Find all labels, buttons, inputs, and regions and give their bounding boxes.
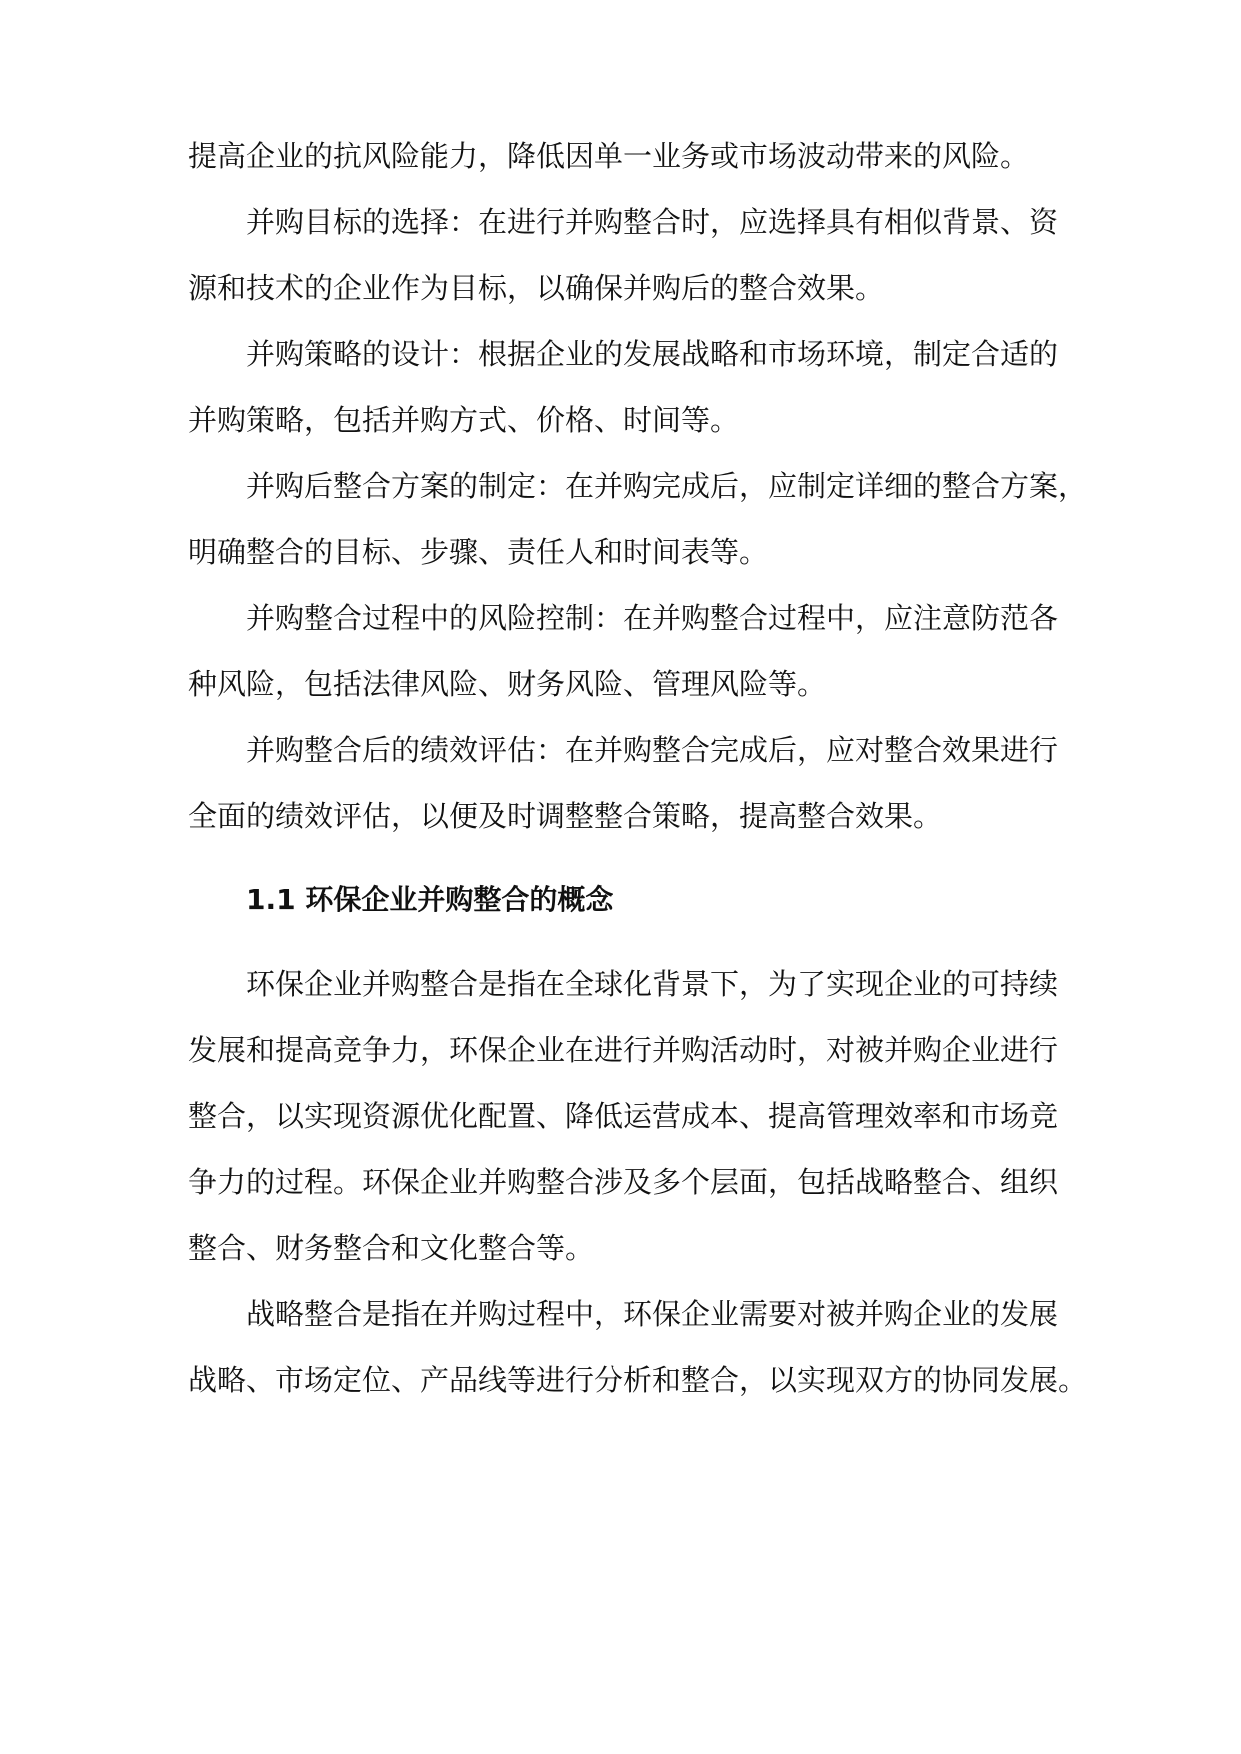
paragraph-first-line: 并购目标的选择：在进行并购整合时，应选择具有相似背景、资 — [246, 205, 1059, 239]
body-text-line: 发展和提高竞争力，环保企业在进行并购活动时，对被并购企业进行 — [188, 1033, 1059, 1067]
body-text-line: 全面的绩效评估，以便及时调整整合策略，提高整合效果。 — [188, 799, 943, 833]
paragraph-first-line: 并购后整合方案的制定：在并购完成后，应制定详细的整合方案， — [246, 469, 1088, 503]
body-text-line: 种风险，包括法律风险、财务风险、管理风险等。 — [188, 667, 827, 701]
paragraph-first-line: 战略整合是指在并购过程中，环保企业需要对被并购企业的发展 — [246, 1297, 1059, 1331]
paragraph-first-line: 并购整合后的绩效评估：在并购整合完成后，应对整合效果进行 — [246, 733, 1059, 767]
body-text-line: 整合、财务整合和文化整合等。 — [188, 1231, 595, 1265]
body-text-line: 源和技术的企业作为目标，以确保并购后的整合效果。 — [188, 271, 885, 305]
paragraph-first-line: 并购整合过程中的风险控制：在并购整合过程中，应注意防范各 — [246, 601, 1059, 635]
body-text-line: 整合，以实现资源优化配置、降低运营成本、提高管理效率和市场竞 — [188, 1099, 1059, 1133]
body-text-line: 并购策略，包括并购方式、价格、时间等。 — [188, 403, 740, 437]
body-text-line: 战略、市场定位、产品线等进行分析和整合，以实现双方的协同发展。 — [188, 1363, 1088, 1397]
paragraph-first-line: 并购策略的设计：根据企业的发展战略和市场环境，制定合适的 — [246, 337, 1059, 371]
section-heading: 1.1 环保企业并购整合的概念 — [246, 883, 614, 916]
paragraph-first-line: 环保企业并购整合是指在全球化背景下，为了实现企业的可持续 — [246, 967, 1059, 1001]
body-text-line: 提高企业的抗风险能力，降低因单一业务或市场波动带来的风险。 — [188, 139, 1030, 173]
body-text-line: 争力的过程。环保企业并购整合涉及多个层面，包括战略整合、组织 — [188, 1165, 1059, 1199]
body-text-line: 明确整合的目标、步骤、责任人和时间表等。 — [188, 535, 769, 569]
